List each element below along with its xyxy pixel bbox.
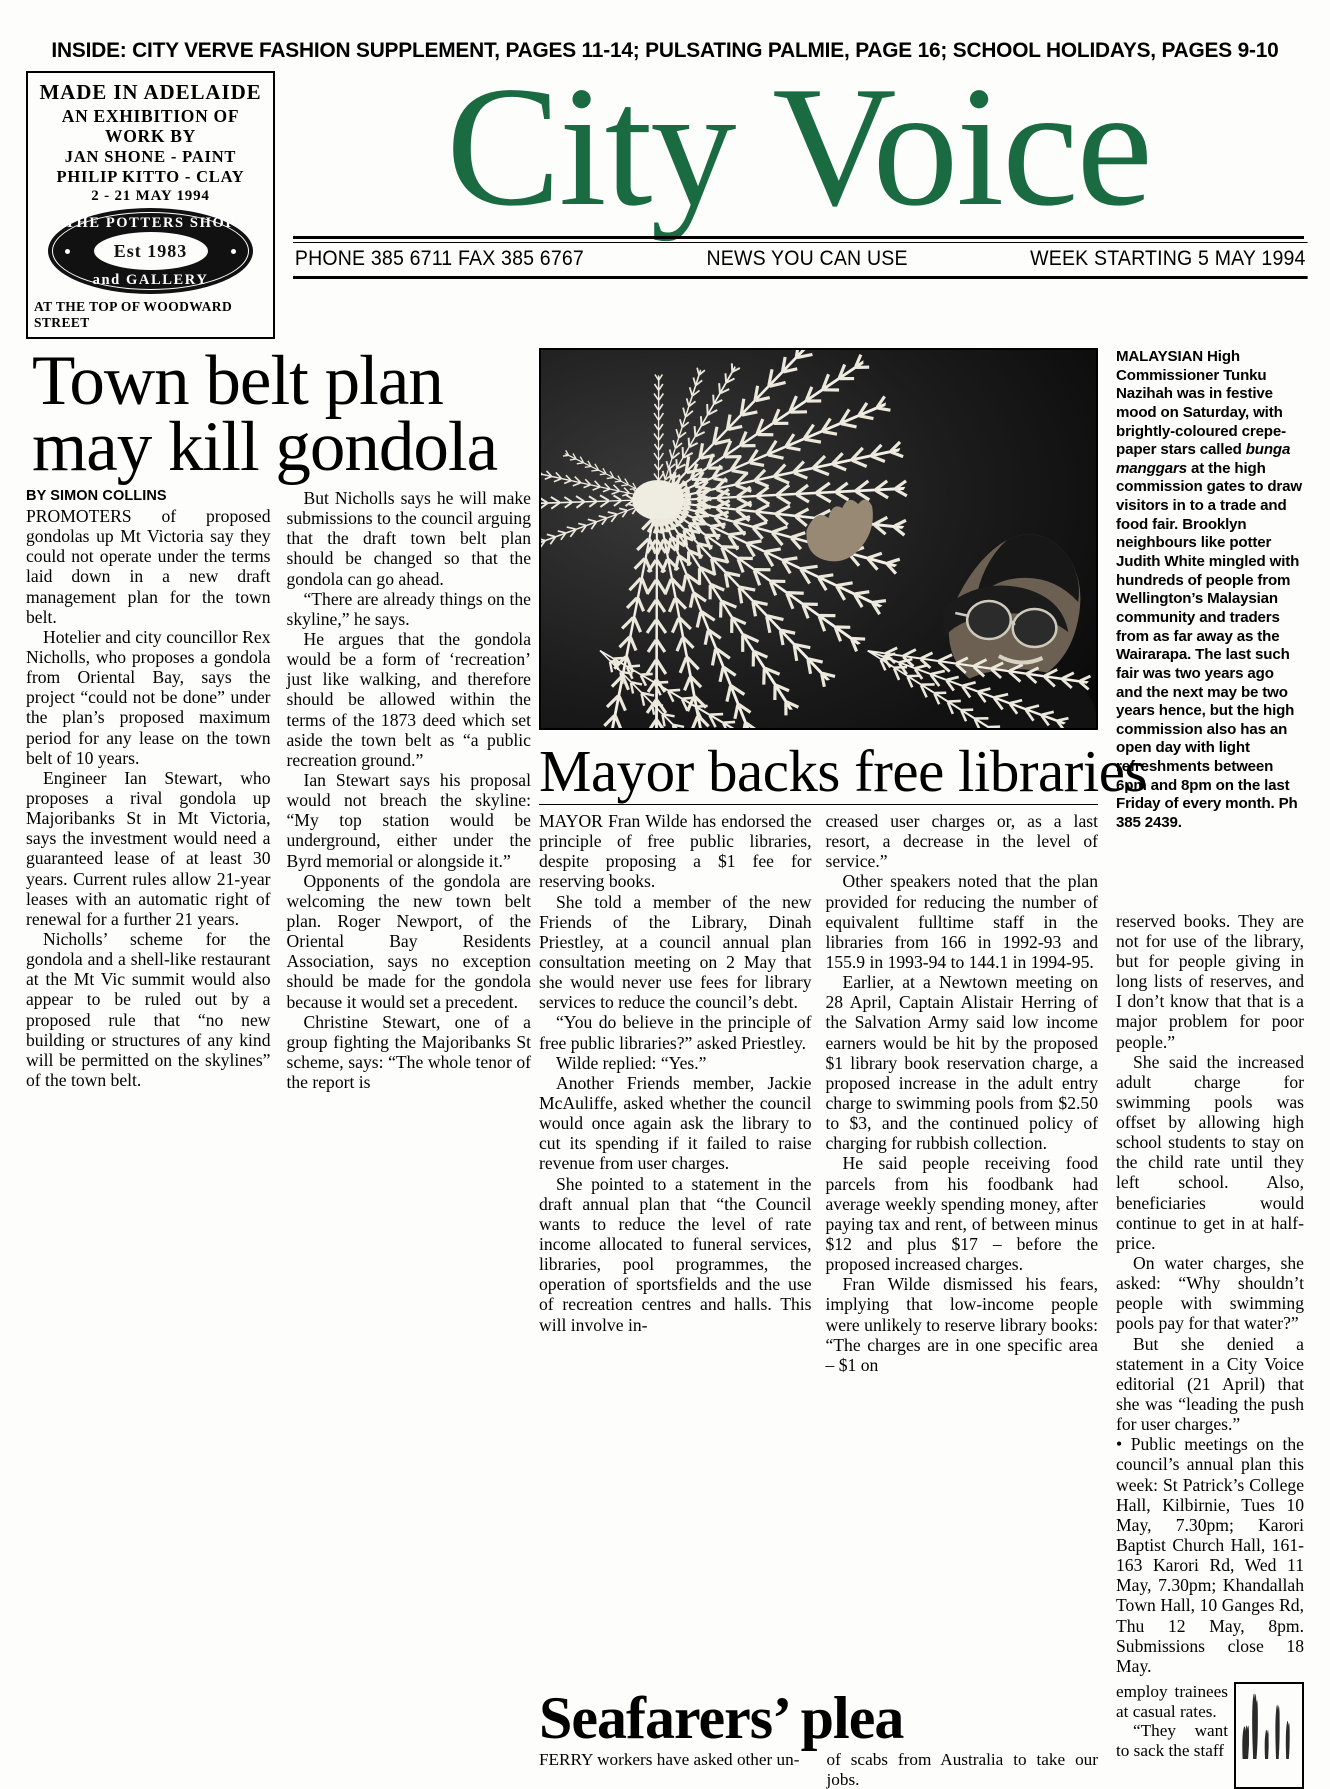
- caption-lead: MALAYSIAN: [1116, 348, 1203, 365]
- library-para: On water charges, she asked: “Why shouldn’t people with swimming pools pay for that water?”: [1116, 1253, 1304, 1334]
- logo-bottom-text: and GALLERY: [92, 272, 209, 289]
- library-headline: Mayor backs free libraries: [539, 738, 1147, 804]
- library-para: She said the increased adult charge for swimming pools was offset by allowing high school students to stay on the child rate until they left school. Also, beneficiaries would continue to get in at half-price.: [1116, 1051, 1304, 1253]
- main-content: [26, 342, 1304, 1676]
- masthead-rule: [293, 236, 1304, 239]
- logo-dot-left-icon: [65, 249, 70, 254]
- slogan: NEWS YOU CAN USE: [706, 247, 908, 271]
- lead-story-tail: [26, 1682, 531, 1789]
- ad-workby: WORK BY: [105, 125, 196, 146]
- bottom-photo: [1234, 1682, 1304, 1789]
- masthead-infobar: [293, 242, 1307, 279]
- lead-para: Ian Stewart says his proposal would not breach the skyline: “My top station would be underground, either under the Byrd memorial or alongside it.”: [286, 770, 531, 871]
- library-para: Another Friends member, Jackie McAuliffe, asked whether the council would once again ask the library to cut its spending if it failed to raise revenue from user charges.: [539, 1072, 812, 1174]
- bottom-strip: [26, 1682, 1304, 1789]
- lead-headline: [32, 342, 531, 487]
- ad-subtitle: AN EXHIBITION OF: [61, 105, 240, 126]
- library-para: “You do believe in the principle of free public libraries?” asked Priestley.: [539, 1012, 812, 1053]
- seafarers-story: [531, 1682, 1106, 1789]
- right-column: [1106, 348, 1304, 1676]
- ad-dates: 2 - 21 MAY 1994: [91, 188, 210, 205]
- potters-shop-logo: [48, 208, 253, 294]
- logo-top-text: THE POTTERS SHOP: [65, 215, 236, 232]
- lead-para: Hotelier and city councillor Rex Nicholls, who proposes a gondola from Oriental Bay, says the project “could not be done” under the plan’s proposed maximum period for any lease on the town belt of 10 years.: [26, 626, 271, 768]
- caption-text-a: High Commissioner Tunku Nazihah was in festive mood on Saturday, with brightly-coloured crepe-paper stars called: [1116, 348, 1287, 459]
- ad-artist-two: PHILIP KITTO - CLAY: [56, 166, 245, 186]
- library-story-columns: [539, 811, 1098, 1375]
- library-para: But she denied a statement in a City Voice editorial (21 April) that she was “leading the push for user charges.”: [1116, 1333, 1304, 1435]
- masthead-band: [26, 52, 1306, 339]
- library-para: • Public meetings on the council’s annual plan this week: St Patrick’s College Hall, Kilbirnie, Tues 10 May, 7.30pm; Karori Baptist Church Hall, 161-163 Karori Rd, Wed 11 May, 7.30pm; Khandallah Town Hall, 10 Ganges Rd, Thu 12 May, 8pm. Submissions close 18 May.: [1116, 1434, 1304, 1676]
- photo-caption: [1116, 348, 1304, 833]
- lead-byline: BY SIMON COLLINS: [26, 488, 167, 505]
- seafarers-para: FERRY workers have asked other un-: [539, 1750, 800, 1769]
- caption-text-b: at the high commission gates to draw visitors in to a trade and food fair. Brooklyn neighbours like potter Judith White mingled with hundreds of people from Wellington’s Malaysian community and traders from as far away as the Wairarapa. The last such fair was two years ago and the next may be two years hence, but the high commission also has an open day with light refreshments between 6pm and 8pm on the last Friday of every month. Ph 385 2439.: [1116, 459, 1302, 832]
- library-para: Wilde replied: “Yes.”: [556, 1052, 707, 1073]
- library-col-1: [539, 811, 812, 1375]
- library-para: creased user charges or, as a last resort, a decrease in the level of service.”: [825, 811, 1098, 872]
- publication-title: City Voice: [446, 52, 1151, 242]
- photo-image: [541, 350, 1096, 728]
- library-para: Other speakers noted that the plan provided for reducing the number of equivalent fulltime staff in the libraries from 166 in 1992-93 and 155.9 in 1993-94 to 144.1 in 1994-95.: [825, 871, 1098, 972]
- lead-para: Christine Stewart, one of a group fighting the Majoribanks St scheme, says: “The whole tenor of the report is: [286, 1011, 531, 1093]
- bottom-para: employ trainees at casual rates.: [1116, 1682, 1228, 1721]
- lead-para: Nicholls’ scheme for the gondola and a shell-like restaurant at the Mt Vic summit would also appear to be ruled out by a proposed rule that “no new building or structures of any kind will be permitted on the skylines” of the town belt.: [26, 928, 271, 1090]
- logo-est-text: Est 1983: [94, 232, 208, 270]
- library-para: Earlier, at a Newtown meeting on 28 April, Captain Alistair Herring of the Salvation Army said low income earners would be hit by the proposed $1 library book reservation charge, a proposed increase in the adult entry charge to swimming pools from $2.50 to $3, and the continued policy of charging for rubbish collection.: [825, 972, 1098, 1154]
- library-para: Fran Wilde dismissed his fears, implying that low-income people were unlikely to reserve library books: “The charges are in one specific area – $1 on: [825, 1274, 1098, 1375]
- library-para: MAYOR Fran Wilde has endorsed the principle of free public libraries, despite proposing a $1 fee for reserving books.: [539, 811, 812, 892]
- lead-para: PROMOTERS of proposed gondolas up Mt Victoria say they could not operate under the terms laid down in a new draft management plan for the town belt.: [26, 506, 271, 627]
- ad-artist-one: JAN SHONE - PAINT: [64, 146, 237, 166]
- potters-shop-advertisement[interactable]: [26, 71, 275, 339]
- caption-italic-term: bunga manggars: [1116, 441, 1291, 477]
- bottom-right-text: [1116, 1682, 1228, 1789]
- inside-teaser-strip: INSIDE: CITY VERVE FASHION SUPPLEMENT, PAGES 11-14; PULSATING PALMIE, PAGE 16; SCHOOL HOLIDAYS, PAGES 9-10: [51, 38, 1279, 62]
- logo-dot-right-icon: [231, 249, 236, 254]
- lead-headline-line1: Town belt plan: [32, 342, 443, 420]
- lead-story: [26, 342, 531, 1676]
- lead-story-columns: [26, 488, 531, 1092]
- seafarers-para: of scabs from Australia to take our jobs.: [826, 1750, 1098, 1789]
- lead-para: Engineer Ian Stewart, who proposes a rival gondola up Majoribanks St in Mt Victoria, says the investment would need a guaranteed lease of at least 30 years. Current rules allow 21-year leases with an automatic right of renewal for a further 21 years.: [26, 767, 271, 929]
- contact-phone-fax: PHONE 385 6711 FAX 385 6767: [294, 247, 584, 271]
- lead-para: He argues that the gondola would be a form of ‘recreation’ just like walking, and therefore should be allowed within the terms of the 1873 deed which set aside the town belt as “a public recreation ground.”: [286, 629, 531, 770]
- lead-para: Opponents of the gondola are welcoming the new town belt plan. Roger Newport, of the Oriental Bay Residents Association, says no exception should be made for the gondola because it would set a precedent.: [286, 870, 531, 1012]
- library-para: She told a member of the new Friends of the Library, Dinah Priestley, at a council annual plan consultation meeting on 2 May that she would never use fees for library services to reduce the council’s debt.: [539, 891, 812, 1013]
- ad-title: MADE IN ADELAIDE: [39, 80, 262, 104]
- seafarers-columns: [539, 1750, 1098, 1789]
- lead-para: But Nicholls says he will make submissions to the council arguing that the draft town belt plan should be changed so that the gondola can go ahead.: [286, 488, 531, 589]
- lead-para: “There are already things on the skyline,” he says.: [286, 588, 531, 629]
- bottom-para: “They want to sack the staff: [1116, 1721, 1228, 1761]
- library-para: He said people receiving food parcels from his foodbank had average weekly spending money, after paying tax and rent, of between minus $12 and plus $17 – before the proposed increased charges.: [825, 1153, 1098, 1275]
- malaysian-fair-photo: [539, 348, 1098, 730]
- library-para: reserved books. They are not for use of the library, but for people giving in long lists of reserves, and I don’t know that that is a major problem for poor people.”: [1116, 910, 1304, 1052]
- center-column: [531, 348, 1147, 1676]
- lead-headline-line2: may kill gondola: [32, 408, 498, 487]
- library-col-2: [826, 811, 1099, 1375]
- library-headline-rule: [539, 804, 1098, 805]
- issue-date: WEEK STARTING 5 MAY 1994: [1030, 247, 1306, 271]
- bottom-right-area: [1106, 1682, 1304, 1789]
- seafarers-headline: Seafarers’ plea: [539, 1685, 904, 1751]
- ad-address: AT THE TOP OF WOODWARD STREET: [34, 299, 233, 331]
- bottom-photo-image: [1236, 1684, 1302, 1759]
- masthead-right: [275, 52, 1306, 339]
- library-para: She pointed to a statement in the draft annual plan that “the Council wants to reduce the level of rate income allocated to funeral services, libraries, pool programmes, the operation of sportsfields and the use of recreation centres and halls. This will involve in-: [539, 1173, 812, 1335]
